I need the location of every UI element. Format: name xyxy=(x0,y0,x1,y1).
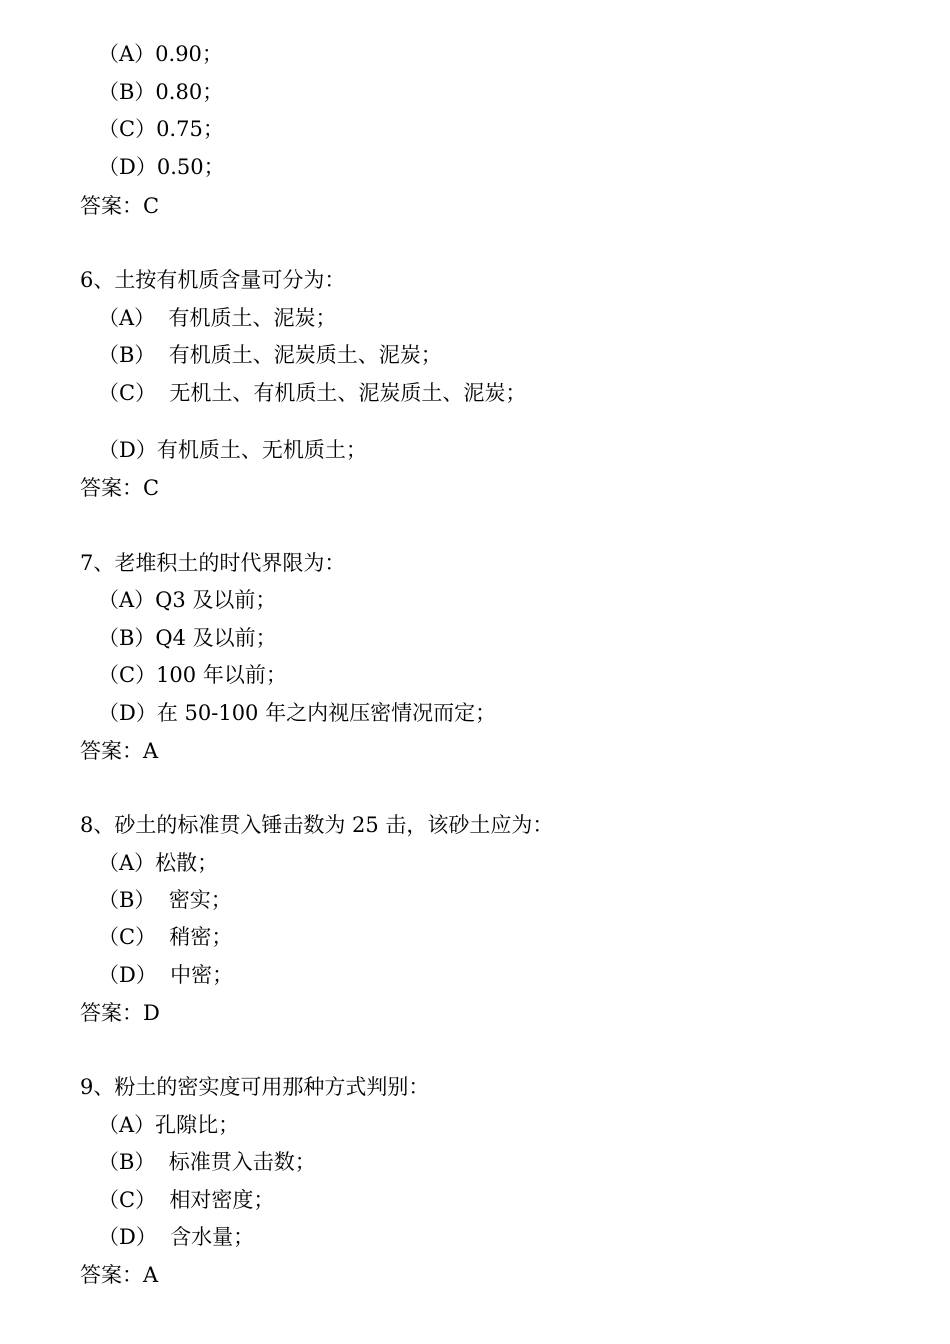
q7-answer: 答案：A xyxy=(80,739,159,763)
q5-option-a: （A）0.90； xyxy=(98,42,223,66)
q7-option-b: （B）Q4 及以前； xyxy=(98,626,277,650)
q6-question: 6、土按有机质含量可分为： xyxy=(80,268,346,292)
q6-option-b: （B） 有机质土、泥炭质土、泥炭； xyxy=(98,343,442,367)
q8-option-d: （D） 中密； xyxy=(98,963,234,987)
q8-question: 8、砂土的标准贯入锤击数为 25 击，该砂土应为： xyxy=(80,813,554,837)
q9-question: 9、粉土的密实度可用那种方式判别： xyxy=(80,1075,430,1099)
q6-option-c: （C） 无机土、有机质土、泥炭质土、泥炭； xyxy=(98,381,527,405)
q5-option-c: （C）0.75； xyxy=(98,117,224,141)
q7-option-a: （A）Q3 及以前； xyxy=(98,588,277,612)
q7-option-d: （D）在 50-100 年之内视压密情况而定； xyxy=(98,701,497,725)
q9-option-d: （D） 含水量； xyxy=(98,1225,255,1249)
q6-option-a: （A） 有机质土、泥炭； xyxy=(98,306,337,330)
q8-answer: 答案：D xyxy=(80,1001,160,1025)
q8-option-c: （C） 稍密； xyxy=(98,925,233,949)
q6-answer: 答案：C xyxy=(80,476,160,500)
q8-option-b: （B） 密实； xyxy=(98,888,232,912)
q5-answer: 答案：C xyxy=(80,194,160,218)
q9-option-c: （C） 相对密度； xyxy=(98,1188,275,1212)
q5-option-d: （D）0.50； xyxy=(98,155,225,179)
q8-option-a: （A）松散； xyxy=(98,851,219,875)
q6-option-d: （D）有机质土、无机质土； xyxy=(98,438,367,462)
q9-option-b: （B） 标准贯入击数； xyxy=(98,1150,316,1174)
q9-option-a: （A）孔隙比； xyxy=(98,1113,240,1137)
q7-option-c: （C）100 年以前； xyxy=(98,663,287,687)
q5-option-b: （B）0.80； xyxy=(98,80,224,104)
q9-answer: 答案：A xyxy=(80,1263,159,1287)
q7-question: 7、老堆积土的时代界限为： xyxy=(80,551,346,575)
